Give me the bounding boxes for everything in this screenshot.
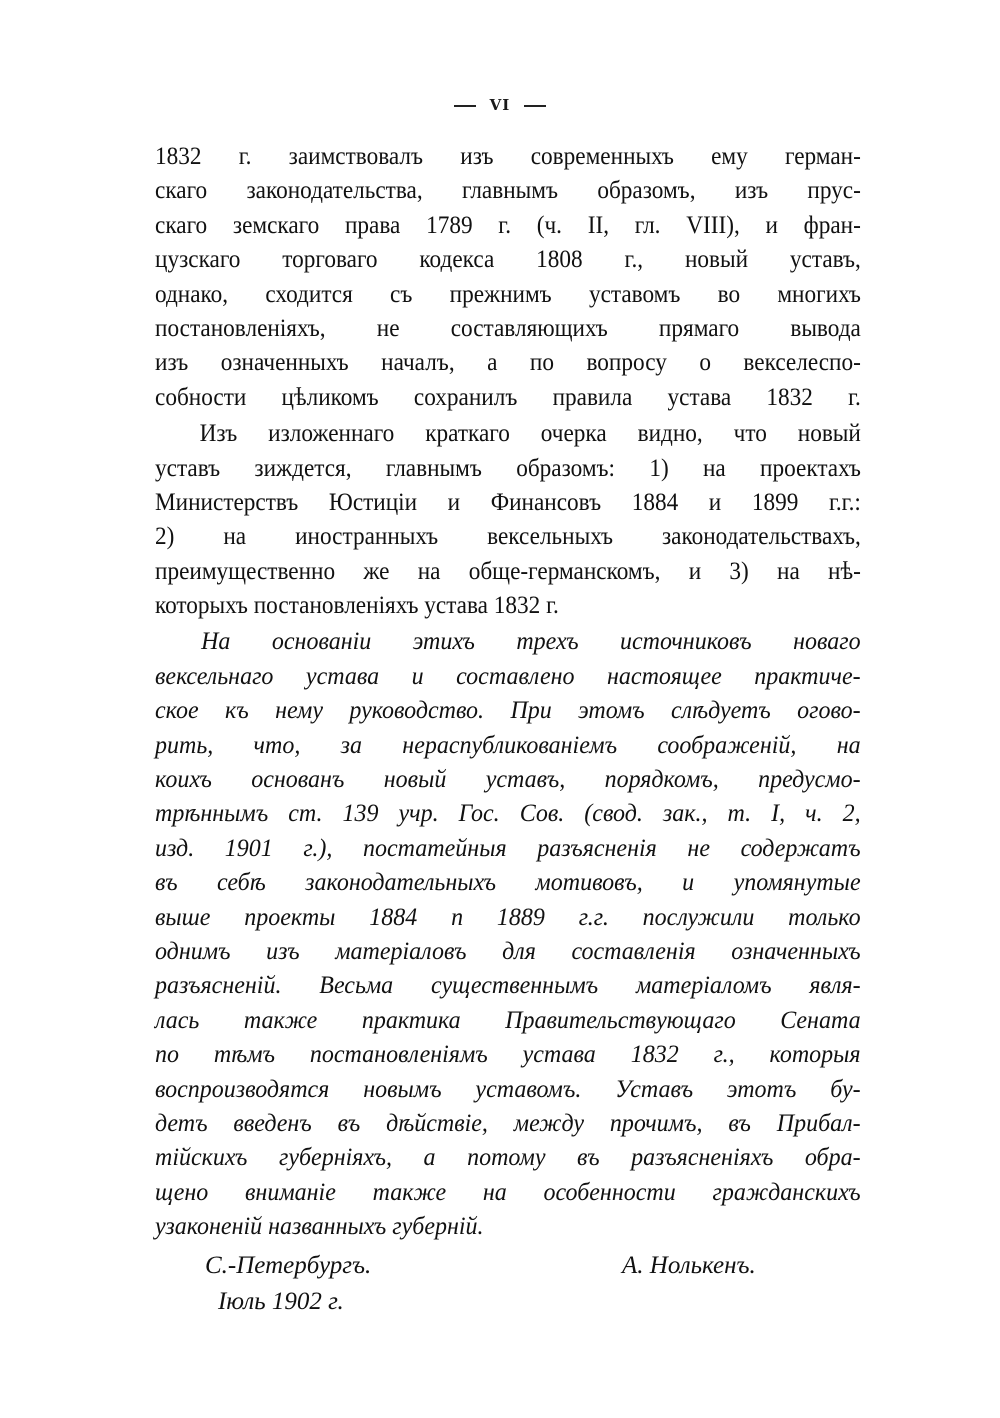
paragraph-summary [155,417,861,623]
text-line: по тѣмъ постановленіямъ устава 1832 г., которыя [155,1041,861,1069]
text-line: тійскихъ губерніяхъ, а потому въ разъясненіяхъ обра- [155,1144,861,1172]
text-line: ское къ нему руководство. При этомъ слѣдуетъ огово- [155,697,861,725]
text-line: узаконеній названныхъ губерній. [155,1213,484,1241]
text-line: лась также практика Правительствующаго Сената [155,1006,861,1034]
text-line: изъ означенныхъ началъ, а по вопросу о векселеспо- [155,349,861,377]
page-number-header [0,96,1000,114]
text-line: однако, сходится съ прежнимъ уставомъ во многихъ [155,280,861,308]
body-text [155,140,861,1245]
text-line: 2) на иностранныхъ вексельныхъ законодательствахъ, [155,523,861,551]
text-line: уставъ зиждется, главнымъ образомъ: 1) на проектахъ [155,454,861,482]
text-line: 1832 г. заимствовалъ изъ современныхъ ему герман- [155,143,861,170]
text-line: постановленіяхъ, не составляющихъ прямаго вывода [155,314,861,342]
text-line: изд. 1901 г.), постатейныя разъясненія не содержатъ [155,834,861,862]
paragraph-italic-guide [155,625,861,1244]
text-line: выше проекты 1884 п 1889 г.г. послужили только [155,903,861,931]
text-line: детъ введенъ въ дѣйствіе, между прочимъ, въ Прибал- [155,1109,861,1137]
text-line: которыхъ постановленіяхъ устава 1832 г. [155,592,559,620]
text-line: коихъ основанъ новый уставъ, порядкомъ, предусмо- [155,766,861,794]
text-line: рить, что, за нераспубликованіемъ соображеній, на [155,731,861,759]
page-number: VI [489,96,511,114]
text-line: На основаніи этихъ трехъ источниковъ новаго [201,628,861,656]
text-line: преимущественно же на обще-германскомъ, и 3) на нѣ- [155,557,861,585]
text-line: скаго земскаго права 1789 г. (ч. II, гл. VIII), и фран- [155,211,861,239]
dash-left-decoration [454,105,476,107]
text-line: щено вниманіе также на особенности гражданскихъ [155,1178,861,1206]
text-line: вексельнаго устава и составлено настоящее практиче- [155,662,861,690]
signoff-date: Іюль 1902 г. [218,1288,344,1315]
text-line: разъясненій. Весьма существеннымъ матеріаломъ явля- [155,972,861,1000]
text-line: цузскаго торговаго кодекса 1808 г., новый уставъ, [155,246,861,274]
text-line: воспроизводятся новымъ уставомъ. Уставъ этотъ бу- [155,1075,861,1103]
text-line: въ себѣ законодательныхъ мотивовъ, и упомянутые [155,869,861,897]
text-line: трѣннымъ ст. 139 учр. Гос. Сов. (свод. зак., т. I, ч. 2, [155,800,861,828]
paragraph-continuation [155,140,861,415]
text-line: Изъ изложеннаго краткаго очерка видно, что новый [199,420,861,448]
signoff-author: А. Нолькенъ. [622,1252,756,1279]
dash-right-decoration [524,105,546,107]
text-line: Министерствъ Юстиціи и Финансовъ 1884 и 1899 г.г.: [155,488,861,516]
text-line: скаго законодательства, главнымъ образомъ, изъ прус- [155,177,861,205]
text-line: однимъ изъ матеріаловъ для составленія означенныхъ [155,937,861,965]
signoff-place: С.-Петербургъ. [205,1252,372,1279]
text-line: собности цѣликомъ сохранилъ правила устава 1832 г. [155,383,861,411]
